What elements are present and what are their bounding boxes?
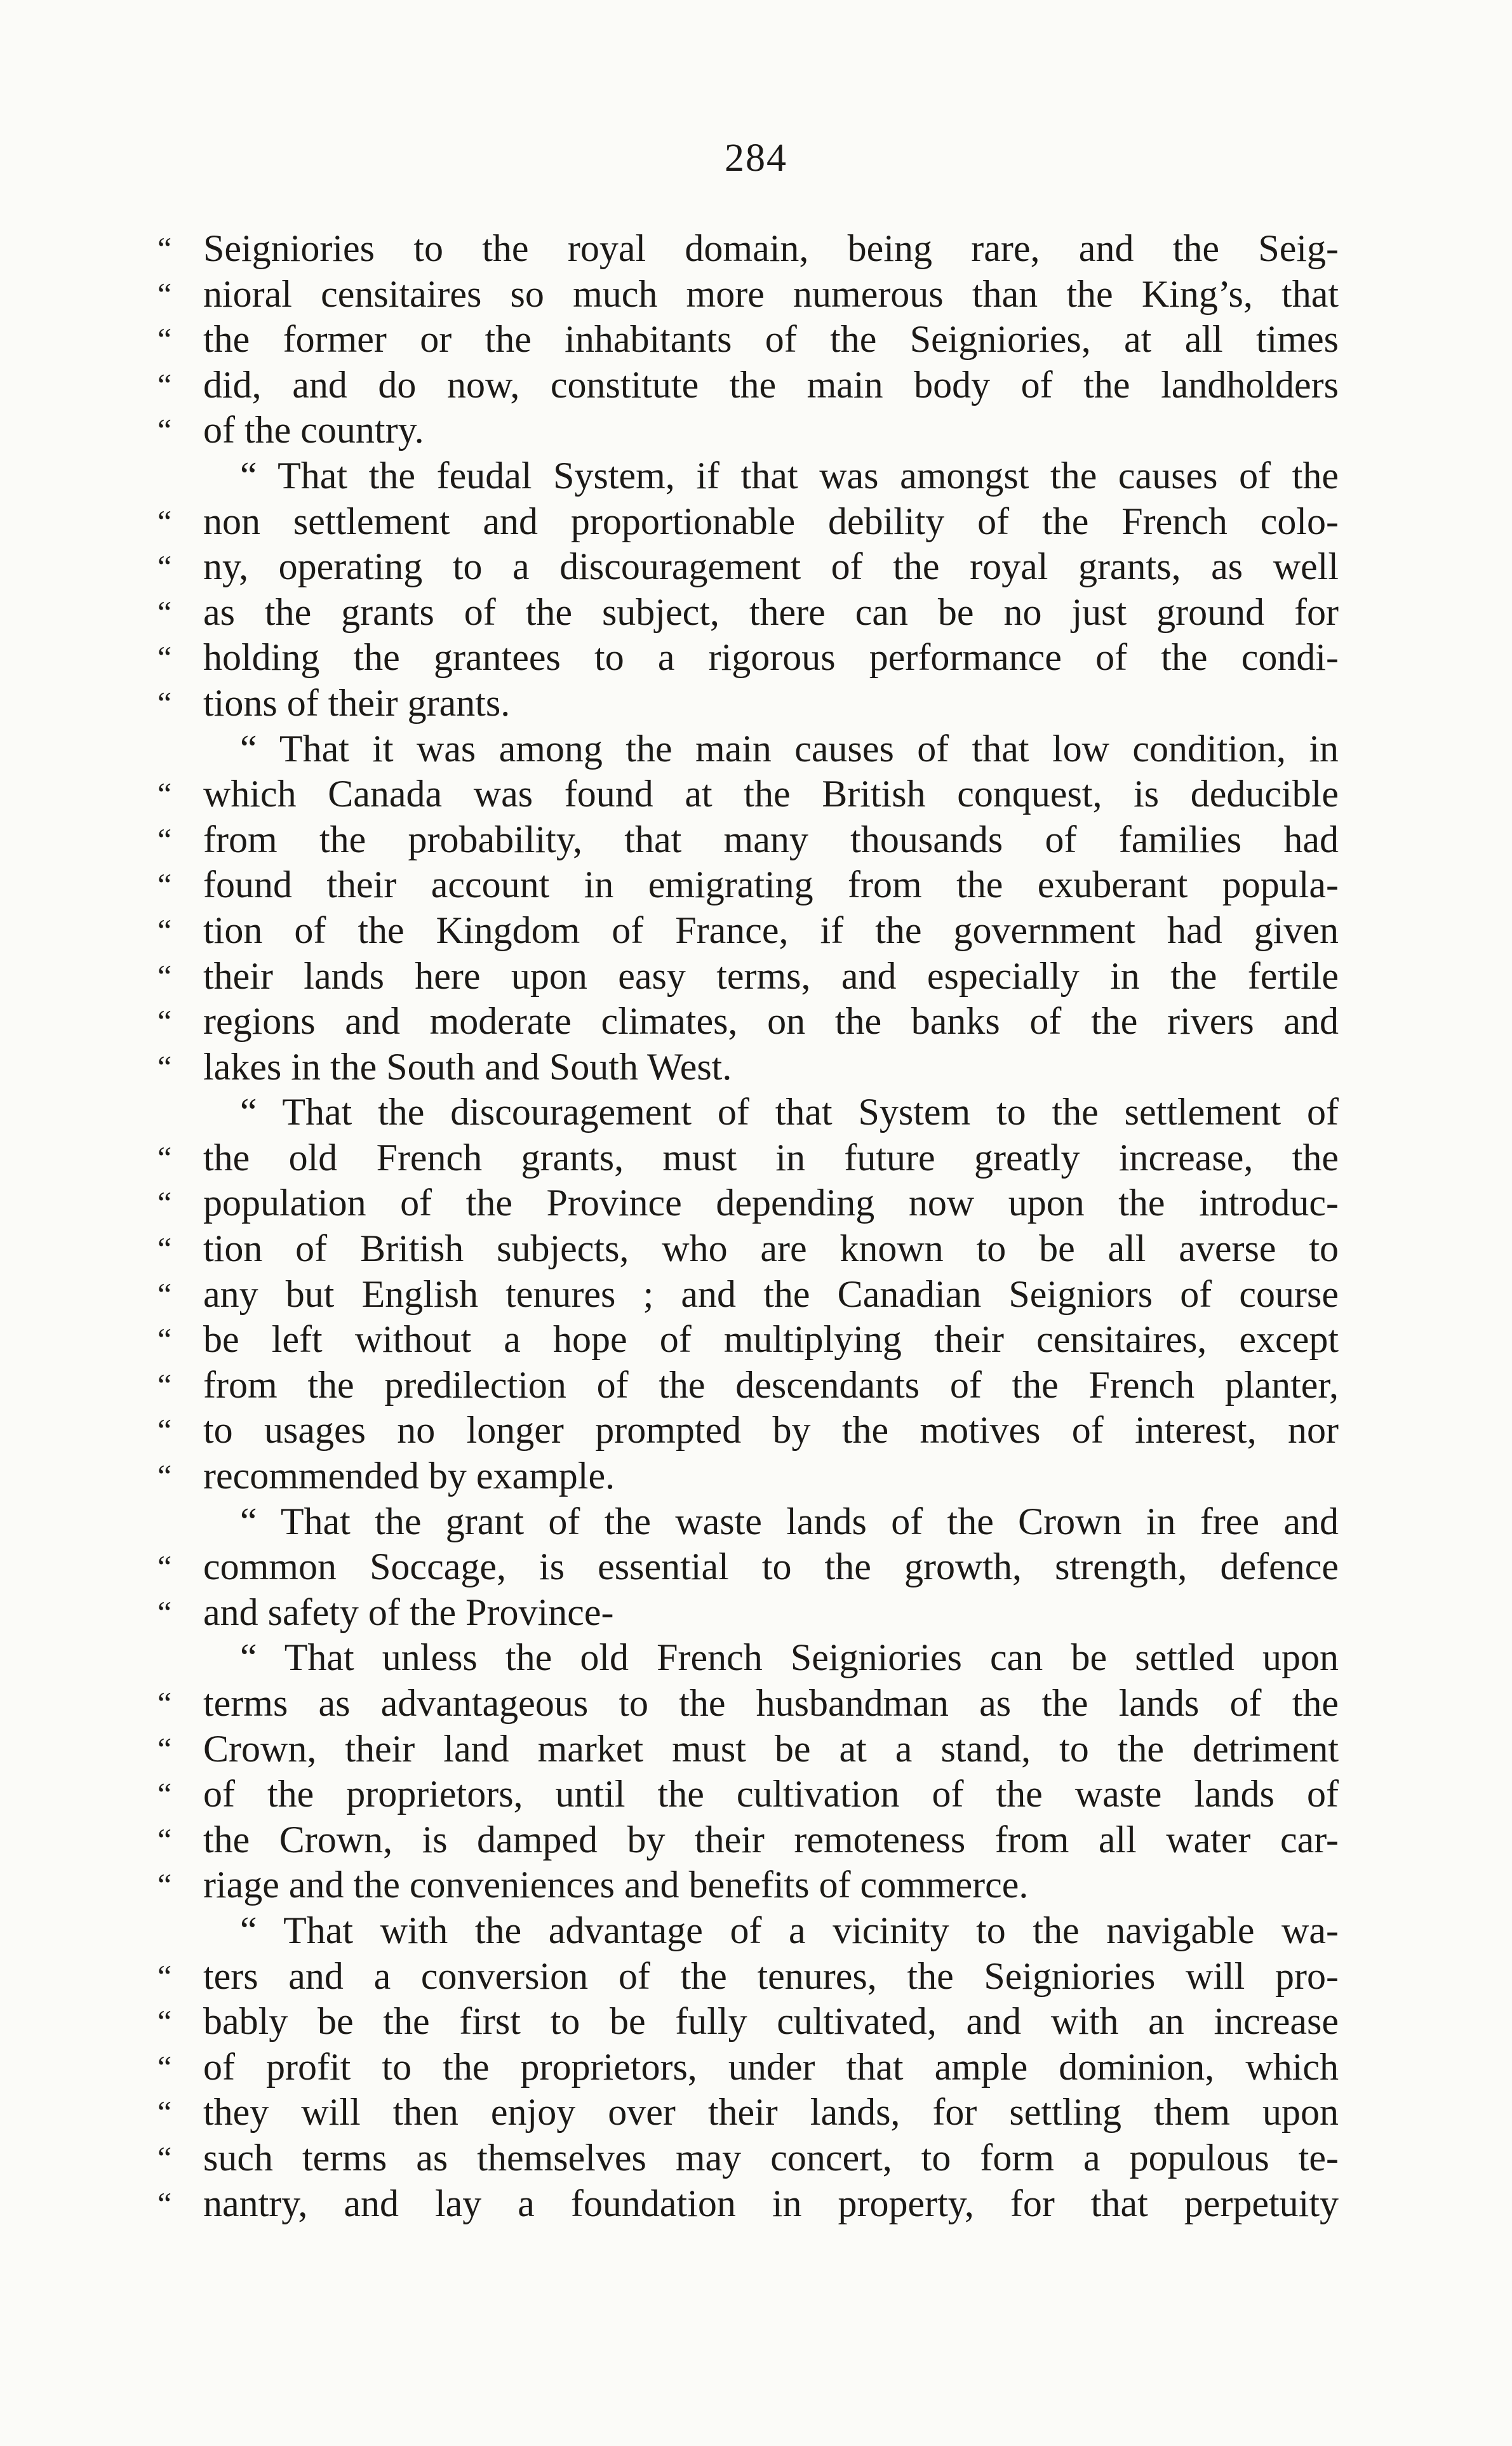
- line-text: the Crown, is damped by their remoteness from all water car-: [203, 1818, 1339, 1861]
- line-text: nantry, and lay a foundation in property, for that perpetuity: [203, 2182, 1339, 2224]
- text-line: [157, 1681, 1339, 1727]
- line-text: the old French grants, must in future greatly increase, the: [203, 1136, 1339, 1179]
- line-text: “ That unless the old French Seigniories can be settled upon: [240, 1636, 1339, 1679]
- line-text: “ That the feudal System, if that was amongst the causes of the: [240, 454, 1339, 497]
- quote-mark: “: [157, 503, 172, 539]
- text-line: [157, 2045, 1339, 2090]
- text-line: [157, 408, 1339, 453]
- quote-mark: “: [157, 1549, 172, 1585]
- quote-mark: “: [157, 1821, 172, 1857]
- quote-mark: “: [157, 1776, 172, 1812]
- text-line: [157, 999, 1339, 1045]
- line-text: Crown, their land market must be at a stand, to the detriment: [203, 1727, 1339, 1770]
- quote-mark: “: [157, 412, 172, 448]
- line-text: tions of their grants.: [203, 681, 511, 724]
- line-text: of the proprietors, until the cultivation of the waste lands of: [203, 1773, 1339, 1815]
- text-line: [157, 1590, 1339, 1636]
- text-line: [157, 1272, 1339, 1318]
- quote-mark: “: [157, 1594, 172, 1630]
- text-line: [157, 2090, 1339, 2135]
- line-text: non settlement and proportionable debility of the French colo-: [203, 500, 1339, 542]
- quote-mark: “: [157, 594, 172, 630]
- quote-mark: “: [157, 321, 172, 358]
- line-text: their lands here upon easy terms, and especially in the fertile: [203, 954, 1339, 997]
- text-line: [157, 1454, 1339, 1499]
- line-text: “ That the grant of the waste lands of the Crown in free and: [240, 1500, 1339, 1542]
- text-line: [157, 1817, 1339, 1863]
- quote-mark: “: [157, 1867, 172, 1903]
- line-text: Seigniories to the royal domain, being rare, and the Seig-: [203, 227, 1339, 269]
- line-text: bably be the first to be fully cultivated, and with an increase: [203, 2000, 1339, 2043]
- text-line: [157, 862, 1339, 908]
- line-text: tion of the Kingdom of France, if the government had given: [203, 909, 1339, 951]
- quote-mark: “: [157, 231, 172, 266]
- text-line: [157, 544, 1339, 590]
- line-text: nioral censitaires so much more numerous than the King’s, that: [203, 272, 1339, 315]
- line-text: to usages no longer prompted by the motives of interest, nor: [203, 1409, 1339, 1452]
- line-text: and safety of the Province-: [203, 1591, 614, 1633]
- text-line: [157, 1045, 1339, 1090]
- text-line: [157, 2135, 1339, 2181]
- line-text: from the predilection of the descendants of the French planter,: [203, 1363, 1339, 1406]
- text-block: [157, 226, 1339, 2226]
- text-line: [157, 1908, 1339, 1954]
- line-text: from the probability, that many thousands of families had: [203, 818, 1339, 860]
- line-text: the former or the inhabitants of the Seigniories, at all times: [203, 318, 1339, 361]
- text-line: [157, 1544, 1339, 1590]
- quote-mark: “: [157, 2139, 172, 2175]
- text-line: [157, 1408, 1339, 1454]
- quote-mark: “: [157, 1412, 172, 1448]
- quote-mark: “: [157, 1958, 172, 1994]
- line-text: recommended by example.: [203, 1455, 615, 1497]
- line-text: lakes in the South and South West.: [203, 1045, 732, 1088]
- line-text: “ That with the advantage of a vicinity to the navigable wa-: [240, 1909, 1339, 1951]
- text-line: [157, 2181, 1339, 2227]
- text-line: [157, 772, 1339, 817]
- line-text: they will then enjoy over their lands, for settling them upon: [203, 2091, 1339, 2134]
- text-line: [157, 590, 1339, 636]
- quote-mark: “: [157, 2048, 172, 2085]
- line-text: of profit to the proprietors, under that ample dominion, which: [203, 2045, 1339, 2088]
- line-text: tion of British subjects, who are known to be all averse to: [203, 1227, 1339, 1270]
- line-text: found their account in emigrating from the exuberant popula-: [203, 864, 1339, 906]
- text-line: [157, 1135, 1339, 1181]
- line-text: be left without a hope of multiplying their censitaires, except: [203, 1318, 1339, 1361]
- quote-mark: “: [157, 2185, 172, 2221]
- text-line: [157, 1727, 1339, 1772]
- text-line: [157, 1772, 1339, 1817]
- text-line: [157, 1317, 1339, 1363]
- text-line: [157, 1090, 1339, 1135]
- text-line: [157, 1363, 1339, 1408]
- text-line: [157, 1954, 1339, 2000]
- line-text: ters and a conversion of the tenures, the Seigniories will pro-: [203, 1955, 1339, 1997]
- quote-mark: “: [157, 1458, 172, 1494]
- text-line: [157, 1635, 1339, 1681]
- quote-mark: “: [157, 821, 172, 857]
- quote-mark: “: [157, 1139, 172, 1175]
- quote-mark: “: [157, 276, 172, 312]
- line-text: as the grants of the subject, there can be no just ground for: [203, 591, 1339, 633]
- quote-mark: “: [157, 1276, 172, 1312]
- quote-mark: “: [157, 1003, 172, 1039]
- quote-mark: “: [157, 1367, 172, 1403]
- quote-mark: “: [157, 1730, 172, 1767]
- text-line: [157, 317, 1339, 363]
- text-line: [157, 908, 1339, 954]
- quote-mark: “: [157, 366, 172, 403]
- text-line: [157, 954, 1339, 999]
- text-line: [157, 726, 1339, 772]
- line-text: holding the grantees to a rigorous performance of the condi-: [203, 636, 1339, 679]
- quote-mark: “: [157, 776, 172, 812]
- text-line: [157, 226, 1339, 272]
- line-text: riage and the conveniences and benefits of commerce.: [203, 1864, 1029, 1906]
- line-text: “ That the discouragement of that System to the settlement of: [240, 1091, 1339, 1133]
- text-line: [157, 363, 1339, 408]
- text-line: [157, 453, 1339, 499]
- text-line: [157, 272, 1339, 317]
- text-line: [157, 1226, 1339, 1272]
- quote-mark: “: [157, 1048, 172, 1085]
- page-number: 284: [725, 137, 787, 180]
- quote-mark: “: [157, 685, 172, 721]
- line-text: did, and do now, constitute the main body of the landholders: [203, 363, 1339, 406]
- line-text: which Canada was found at the British conquest, is deducible: [203, 773, 1339, 815]
- quote-mark: “: [157, 1231, 172, 1267]
- quote-mark: “: [157, 1185, 172, 1221]
- quote-mark: “: [157, 1321, 172, 1358]
- quote-mark: “: [157, 2003, 172, 2040]
- text-line: [157, 1999, 1339, 2045]
- quote-mark: “: [157, 549, 172, 585]
- text-line: [157, 635, 1339, 681]
- text-line: [157, 681, 1339, 726]
- line-text: such terms as themselves may concert, to form a populous te-: [203, 2136, 1339, 2179]
- line-text: population of the Province depending now upon the introduc-: [203, 1182, 1339, 1224]
- line-text: any but English tenures ; and the Canadian Seigniors of course: [203, 1273, 1339, 1315]
- line-text: terms as advantageous to the husbandman as the lands of the: [203, 1682, 1339, 1724]
- quote-mark: “: [157, 1685, 172, 1721]
- quote-mark: “: [157, 867, 172, 903]
- text-line: [157, 1180, 1339, 1226]
- line-text: common Soccage, is essential to the growth, strength, defence: [203, 1546, 1339, 1588]
- text-line: [157, 1862, 1339, 1908]
- line-text: “ That it was among the main causes of that low condition, in: [240, 727, 1339, 770]
- quote-mark: “: [157, 958, 172, 994]
- text-line: [157, 817, 1339, 863]
- quote-mark: “: [157, 912, 172, 948]
- line-text: ny, operating to a discouragement of the royal grants, as well: [203, 545, 1339, 588]
- line-text: of the country.: [203, 409, 424, 451]
- text-line: [157, 499, 1339, 545]
- line-text: regions and moderate climates, on the banks of the rivers and: [203, 1000, 1339, 1043]
- quote-mark: “: [157, 639, 172, 676]
- text-line: [157, 1499, 1339, 1545]
- quote-mark: “: [157, 2094, 172, 2130]
